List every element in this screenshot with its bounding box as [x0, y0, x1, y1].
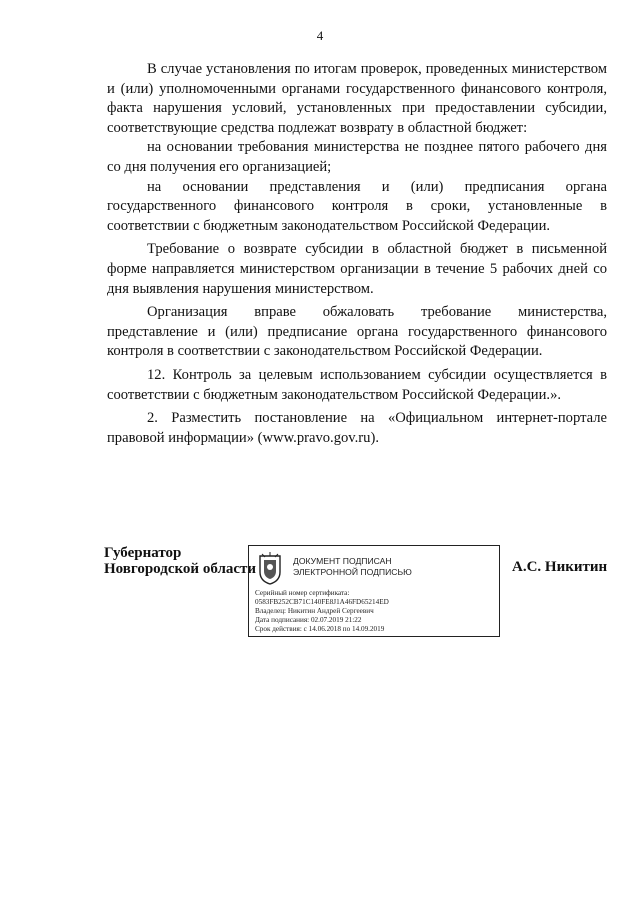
paragraph-item-12: 12. Контроль за целевым использованием субсидии осуществляется в соответствии с бюджетным законодательством Российской Федерации.».: [107, 366, 607, 403]
signer-title-line1: Губернатор: [104, 545, 182, 561]
paragraph-appeal: Организация вправе обжаловать требование министерства, представление и (или) предписание органа государственного финансового контроля в соответствии с законодательством Российской Федерации.: [107, 304, 607, 360]
stamp-header-line2: ЭЛЕКТРОННОЙ ПОДПИСЬЮ: [293, 567, 412, 577]
page-number: 4: [316, 28, 324, 43]
paragraph-ministry-demand: на основании требования министерства не позднее пятого рабочего дня со дня получения его организацией;: [107, 139, 607, 175]
stamp-details: [255, 589, 389, 634]
stamp-serial-label: Серийный номер сертификата:: [255, 589, 350, 597]
paragraph-item-2: 2. Разместить постановление на «Официальном интернет-портале правовой информации» (www.pravo.gov.ru).: [107, 410, 607, 446]
signer-name: А.С. Никитин: [512, 559, 608, 575]
document-body: [107, 60, 607, 448]
electronic-signature-stamp: [248, 545, 500, 637]
stamp-header: [293, 556, 412, 578]
paragraph-control-order: на основании представления и (или) предписания органа государственного финансового контроля в сроки, установленные в соответствии с бюджетным законодательством Российской Федерации.: [107, 178, 607, 234]
stamp-validity: Срок действия: с 14.06.2018 по 14.09.2019: [255, 625, 385, 633]
signer-title-line2: Новгородской области: [104, 561, 257, 577]
stamp-serial: 0583FB252CB71C140FE8J1A46FD65214ED: [255, 598, 389, 606]
coat-of-arms-icon: [257, 552, 283, 586]
paragraph-refund-cases: В случае установления по итогам проверок, проведенных министерством и (или) уполномоченными органами государственного финансового контроля, факта нарушения условий, установленных при предоставлении субсидии, соответствующие средства подлежат возврату в областной бюджет:: [107, 61, 607, 136]
stamp-signed-date: Дата подписания: 02.07.2019 21:22: [255, 616, 362, 624]
stamp-header-line1: ДОКУМЕНТ ПОДПИСАН: [293, 556, 392, 566]
signer-title: [104, 545, 256, 577]
stamp-owner: Владелец: Никитин Андрей Сергеевич: [255, 607, 374, 615]
paragraph-written-demand: Требование о возврате субсидии в областной бюджет в письменной форме направляется министерством организации в течение 5 рабочих дней со дня выявления нарушения министерством.: [107, 241, 607, 297]
